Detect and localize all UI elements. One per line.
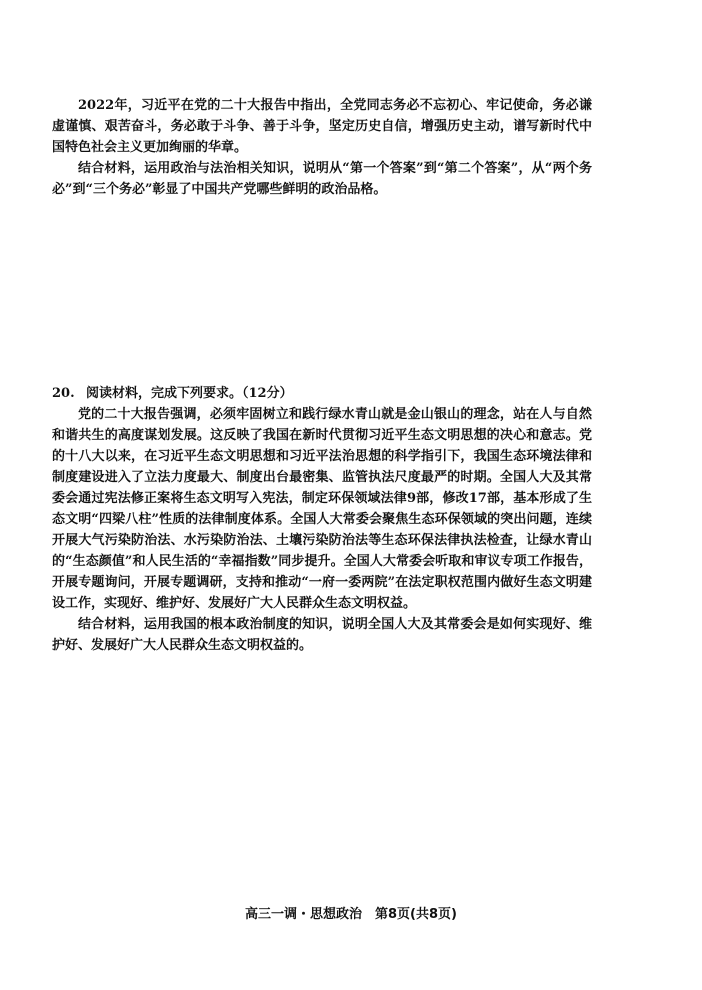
question-19-prompt: 结合材料，运用政治与法治相关知识，说明从“第一个答案”到“第二个答案”，从“两个务必”到“三个务必”彰显了中国共产党哪些鲜明的政治品格。 (52, 161, 592, 197)
page-footer: 高三一调・思想政治 第8页(共8页) (245, 907, 457, 922)
question-20-number: 20. (52, 386, 75, 401)
question-20-heading (52, 383, 592, 404)
question-20-heading-text: 阅读材料，完成下列要求。（12分） (86, 386, 293, 401)
question-19-section (52, 95, 592, 200)
question-20-prompt: 结合材料，运用我国的根本政治制度的知识，说明全国人大及其常委会是如何实现好、维护好、发展好广大人民群众生态文明权益的。 (52, 617, 592, 653)
question-19-material: 2022年，习近平在党的二十大报告中指出，全党同志务必不忘初心、牢记使命，务必谦虚谨慎、艰苦奋斗，务必敢于斗争、善于斗争，坚定历史自信，增强历史主动，谱写新时代中国特色社会主义更加绚丽的华章。 (52, 98, 592, 155)
question-20-material: 党的二十大报告强调，必须牢固树立和践行绿水青山就是金山银山的理念，站在人与自然和谐共生的高度谋划发展。这反映了我国在新时代贯彻习近平生态文明思想的决心和意志。党的十八大以来，在习近平生态文明思想和习近平法治思想的科学指引下，我国生态环境法律和制度建设进入了立法力度最大、制度出台最密集、监管执法尺度最严的时期。全国人大及其常委会通过宪法修正案将生态文明写入宪法，制定环保领域法律9部，修改17部，基本形成了生态文明“四梁八柱”性质的法律制度体系。全国人大常委会聚焦生态环保领域的突出问题，连续开展大气污染防治法、水污染防治法、土壤污染防治法等生态环保法律执法检查，让绿水青山的“生态颜值”和人民生活的“幸福指数”同步提升。全国人大常委会听取和审议专项工作报告，开展专题询问，开展专题调研，支持和推动“一府一委两院”在法定职权范围内做好生态文明建设工作，实现好、维护好、发展好广大人民群众生态文明权益。 (52, 407, 592, 611)
question-20-section (52, 383, 592, 656)
